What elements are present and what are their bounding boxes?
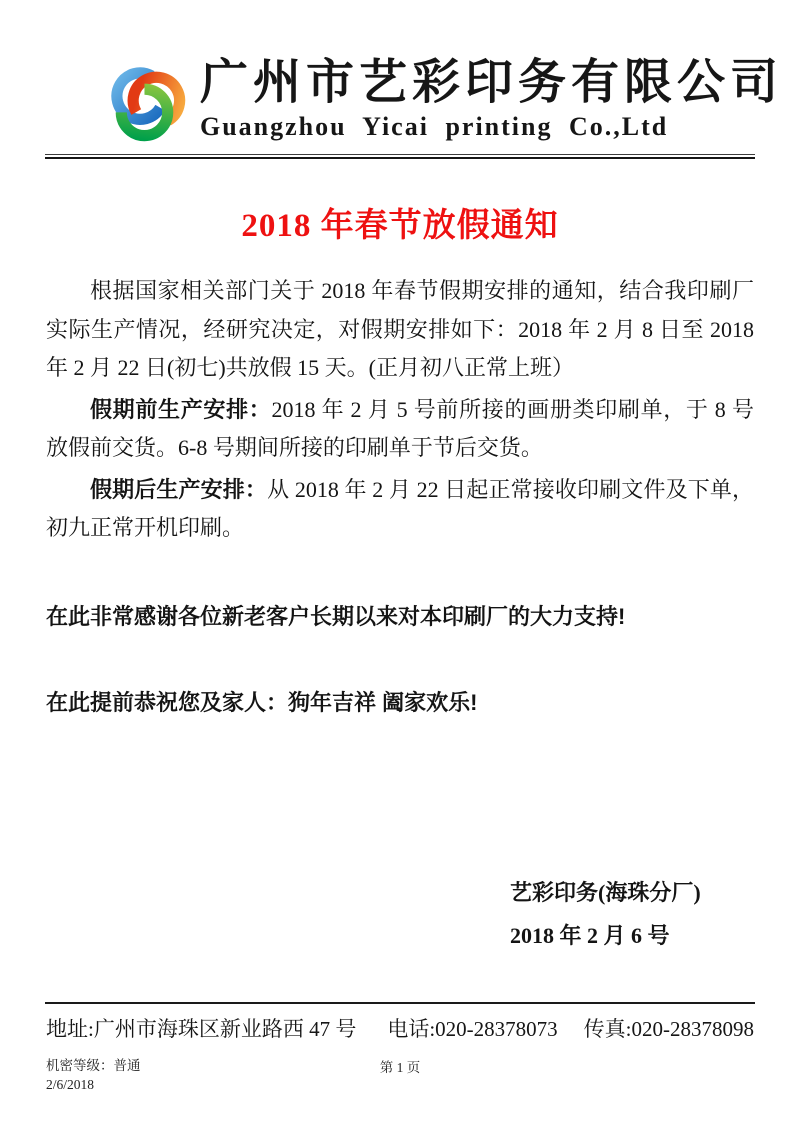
thanks-line: 在此非常感谢各位新老客户长期以来对本印刷厂的大力支持! <box>46 603 626 629</box>
wish-line: 在此提前恭祝您及家人：狗年吉祥 阖家欢乐! <box>46 690 478 715</box>
footer-address: 地址:广州市海珠区新业路西 47 号 <box>46 1017 357 1041</box>
notice-body <box>46 272 754 957</box>
notice-title: 2018 年春节放假通知 <box>241 208 559 244</box>
paragraph-text: 从 2018 年 2 月 22 日起正常接收印刷文件及下单，初九正常开机印刷。 <box>46 476 754 540</box>
signature-block <box>46 871 754 957</box>
company-name-zh: 广州市艺彩印务有限公司 <box>200 56 784 109</box>
paragraph-pre-holiday <box>46 391 754 468</box>
signature-org: 艺彩印务(海珠分厂) <box>510 879 701 905</box>
paragraph-post-holiday <box>46 471 754 548</box>
header-rule <box>45 154 755 159</box>
paragraph-text: 2018 年 2 月 5 号前所接的画册类印刷单，于 8 号放假前交货。6-8 号期间所接的印刷单于节后交货。 <box>46 396 754 460</box>
paragraph-lead: 假期前生产安排： <box>90 396 272 422</box>
page-number: 第 1 页 <box>379 1060 421 1075</box>
footer-rule <box>45 1002 755 1004</box>
print-date: 2/6/2018 <box>46 1077 95 1092</box>
footer-phone-fax <box>387 1013 754 1043</box>
paragraph-text: 根据国家相关部门关于 2018 年春节假期安排的通知，结合我印刷厂实际生产情况，经研究决定，对假期安排如下：2018 年 2 月 8 日至 2018 年 2 月 22 日(初七)共放假 15 天。(正月初八正常上班） <box>46 278 754 380</box>
signature-date: 2018 年 2 月 6 号 <box>510 922 670 948</box>
company-name-en: Guangzhou Yicai printing Co.,Ltd <box>200 111 669 141</box>
company-names <box>200 56 783 142</box>
footer-phone: 电话:020-28378073 <box>387 1017 558 1041</box>
paragraph-lead: 假期后生产安排： <box>90 476 268 502</box>
company-logo-icon <box>104 58 190 148</box>
letterhead <box>0 0 800 148</box>
footer-fax: 传真:020-28378098 <box>583 1017 754 1041</box>
paragraph-intro <box>46 272 754 388</box>
security-level: 机密等级：普通 <box>46 1058 141 1073</box>
footer-contact <box>46 1013 754 1043</box>
